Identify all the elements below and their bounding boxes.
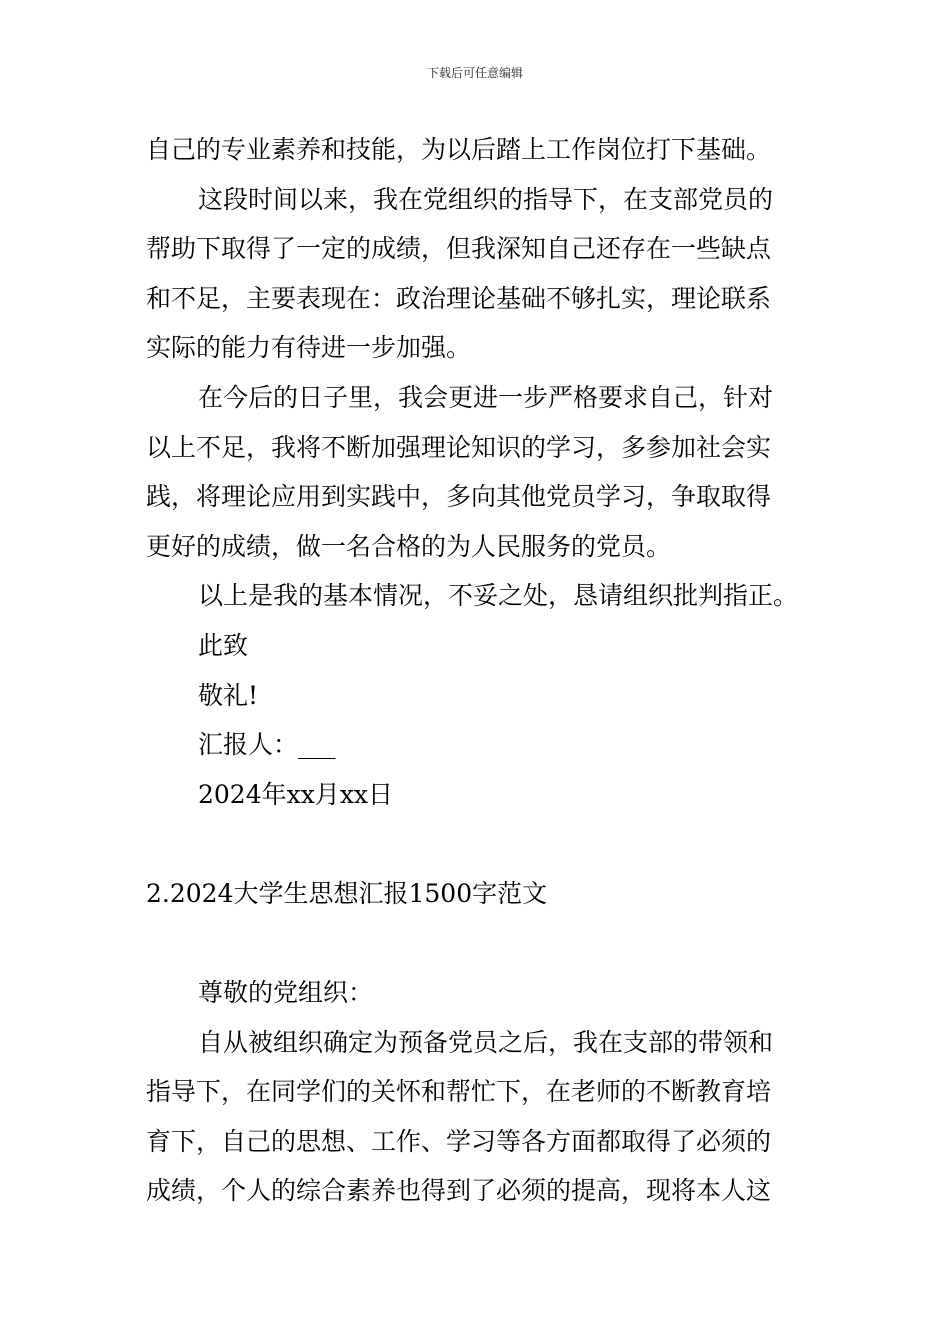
paragraph-line: 自己的专业素养和技能，为以后踏上工作岗位打下基础。 [146,135,772,164]
greeting-line: 尊敬的党组织： [198,978,374,1008]
paragraph-line: 指导下，在同学们的关怀和帮忙下，在老师的不断教育培 [146,1077,772,1107]
paragraph-line: 更好的成绩，做一名合格的为人民服务的党员。 [146,531,672,561]
paragraph-line: 这段时间以来，我在党组织的指导下，在支部党员的 [198,184,774,214]
paragraph-line: 帮助下取得了一定的成绩，但我深知自己还存在一些缺点 [146,234,772,264]
section-title: 2.2024大学生思想汇报1500字范文 [146,878,548,908]
paragraph-line: 和不足，主要表现在：政治理论基础不够扎实，理论联系 [146,283,772,313]
blank-line [146,919,814,969]
page-header: 下载后可任意编辑 [426,66,523,80]
salutation-line: 敬礼! [198,680,259,710]
closing-line: 以上是我的基本情况，不妥之处，恳请组织批判指正。 [198,581,799,611]
paragraph-line: 践，将理论应用到实践中，多向其他党员学习，争取取得 [146,482,772,512]
paragraph-line: 成绩，个人的综合素养也得到了必须的提高，现将本人这 [146,1176,772,1206]
paragraph-line: 自从被组织确定为预备党员之后，我在支部的带领和 [198,1027,774,1057]
paragraph-line: 以上不足，我将不断加强理论知识的学习，多参加社会实 [146,432,772,462]
paragraph-line: 在今后的日子里，我会更进一步严格要求自己，针对 [198,382,774,412]
paragraph-line: 育下，自己的思想、工作、学习等各方面都取得了必须的 [146,1126,772,1156]
date-line: 2024年xx月xx日 [198,779,394,809]
document-body [146,125,814,1216]
blank-line [146,819,814,869]
reporter-line: 汇报人：___ [198,730,336,760]
paragraph-line: 实际的能力有待进一步加强。 [146,333,472,363]
salutation-line: 此致 [198,630,249,660]
